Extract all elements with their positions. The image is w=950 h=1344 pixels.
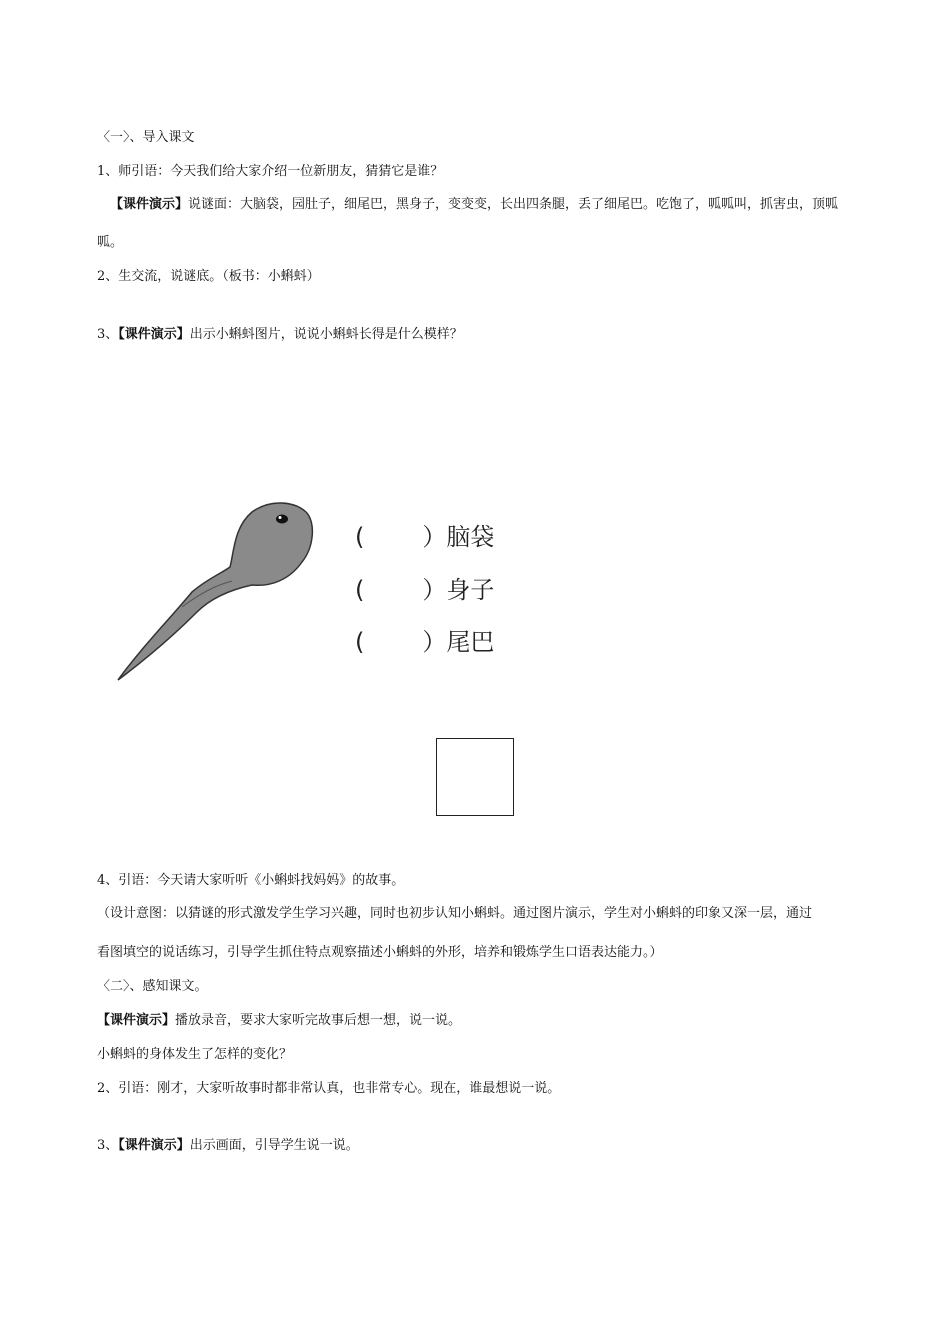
- paragraph-play-audio: [97, 1012, 461, 1030]
- blank-square-box: [436, 738, 514, 816]
- open-paren: (: [355, 628, 365, 656]
- item-number: 3、: [97, 1138, 119, 1153]
- courseware-tag: 【课件演示】: [110, 197, 189, 212]
- paragraph-riddle: [110, 196, 838, 214]
- paragraph-answer: 2、生交流，说谜底。（板书：小蝌蚪）: [97, 269, 320, 284]
- item-number: 3、: [97, 327, 119, 342]
- fill-label-tail: ）尾巴: [422, 628, 495, 656]
- open-paren: (: [355, 576, 365, 604]
- section-heading-2: 〈二〉、感知课文。: [97, 979, 208, 994]
- paragraph-story-intro: 4、引语：今天请大家听听《小蝌蚪找妈妈》的故事。: [97, 873, 405, 888]
- riddle-text: 说谜面：大脑袋，园肚子，细尾巴，黑身子，变变变，长出四条腿，丢了细尾巴。吃饱了，呱呱叫，抓害虫，顶呱: [188, 197, 839, 212]
- play-audio-text: 播放录音，要求大家听完故事后想一想，说一说。: [175, 1013, 462, 1028]
- fill-blank-tail: [355, 627, 494, 657]
- courseware-tag: 【课件演示】: [118, 327, 190, 342]
- show-picture-text: 出示小蝌蚪图片，说说小蝌蚪长得是什么模样？: [189, 327, 463, 342]
- paragraph-riddle-cont: 呱。: [97, 235, 124, 250]
- section-heading-1: 〈一〉、导入课文: [97, 130, 195, 145]
- courseware-tag: 【课件演示】: [97, 1013, 176, 1028]
- paragraph-design-intent-2: 看图填空的说话练习，引导学生抓住特点观察描述小蝌蚪的外形，培养和锻炼学生口语表达能力。）: [97, 945, 663, 960]
- fill-blank-body: [355, 575, 494, 605]
- paragraph-question: 小蝌蚪的身体发生了怎样的变化？: [97, 1047, 293, 1062]
- fill-label-head: ）脑袋: [422, 523, 495, 551]
- tadpole-illustration: [112, 497, 322, 687]
- paragraph-show-scene: [97, 1137, 359, 1155]
- paragraph-intro: 1、师引语：今天我们给大家介绍一位新朋友，猜猜它是谁？: [97, 164, 444, 179]
- fill-blank-head: [355, 522, 494, 552]
- paragraph-show-picture: [97, 326, 463, 344]
- fill-label-body: ）身子: [422, 576, 495, 604]
- show-scene-text: 出示画面，引导学生说一说。: [189, 1138, 359, 1153]
- paragraph-design-intent-1: （设计意图：以猜谜的形式激发学生学习兴趣，同时也初步认知小蝌蚪。通过图片演示，学生对小蝌蚪的印象又深一层，通过: [97, 906, 813, 921]
- open-paren: (: [355, 523, 365, 551]
- courseware-tag: 【课件演示】: [118, 1138, 190, 1153]
- paragraph-prompt: 2、引语：刚才，大家听故事时都非常认真，也非常专心。现在，谁最想说一说。: [97, 1081, 561, 1096]
